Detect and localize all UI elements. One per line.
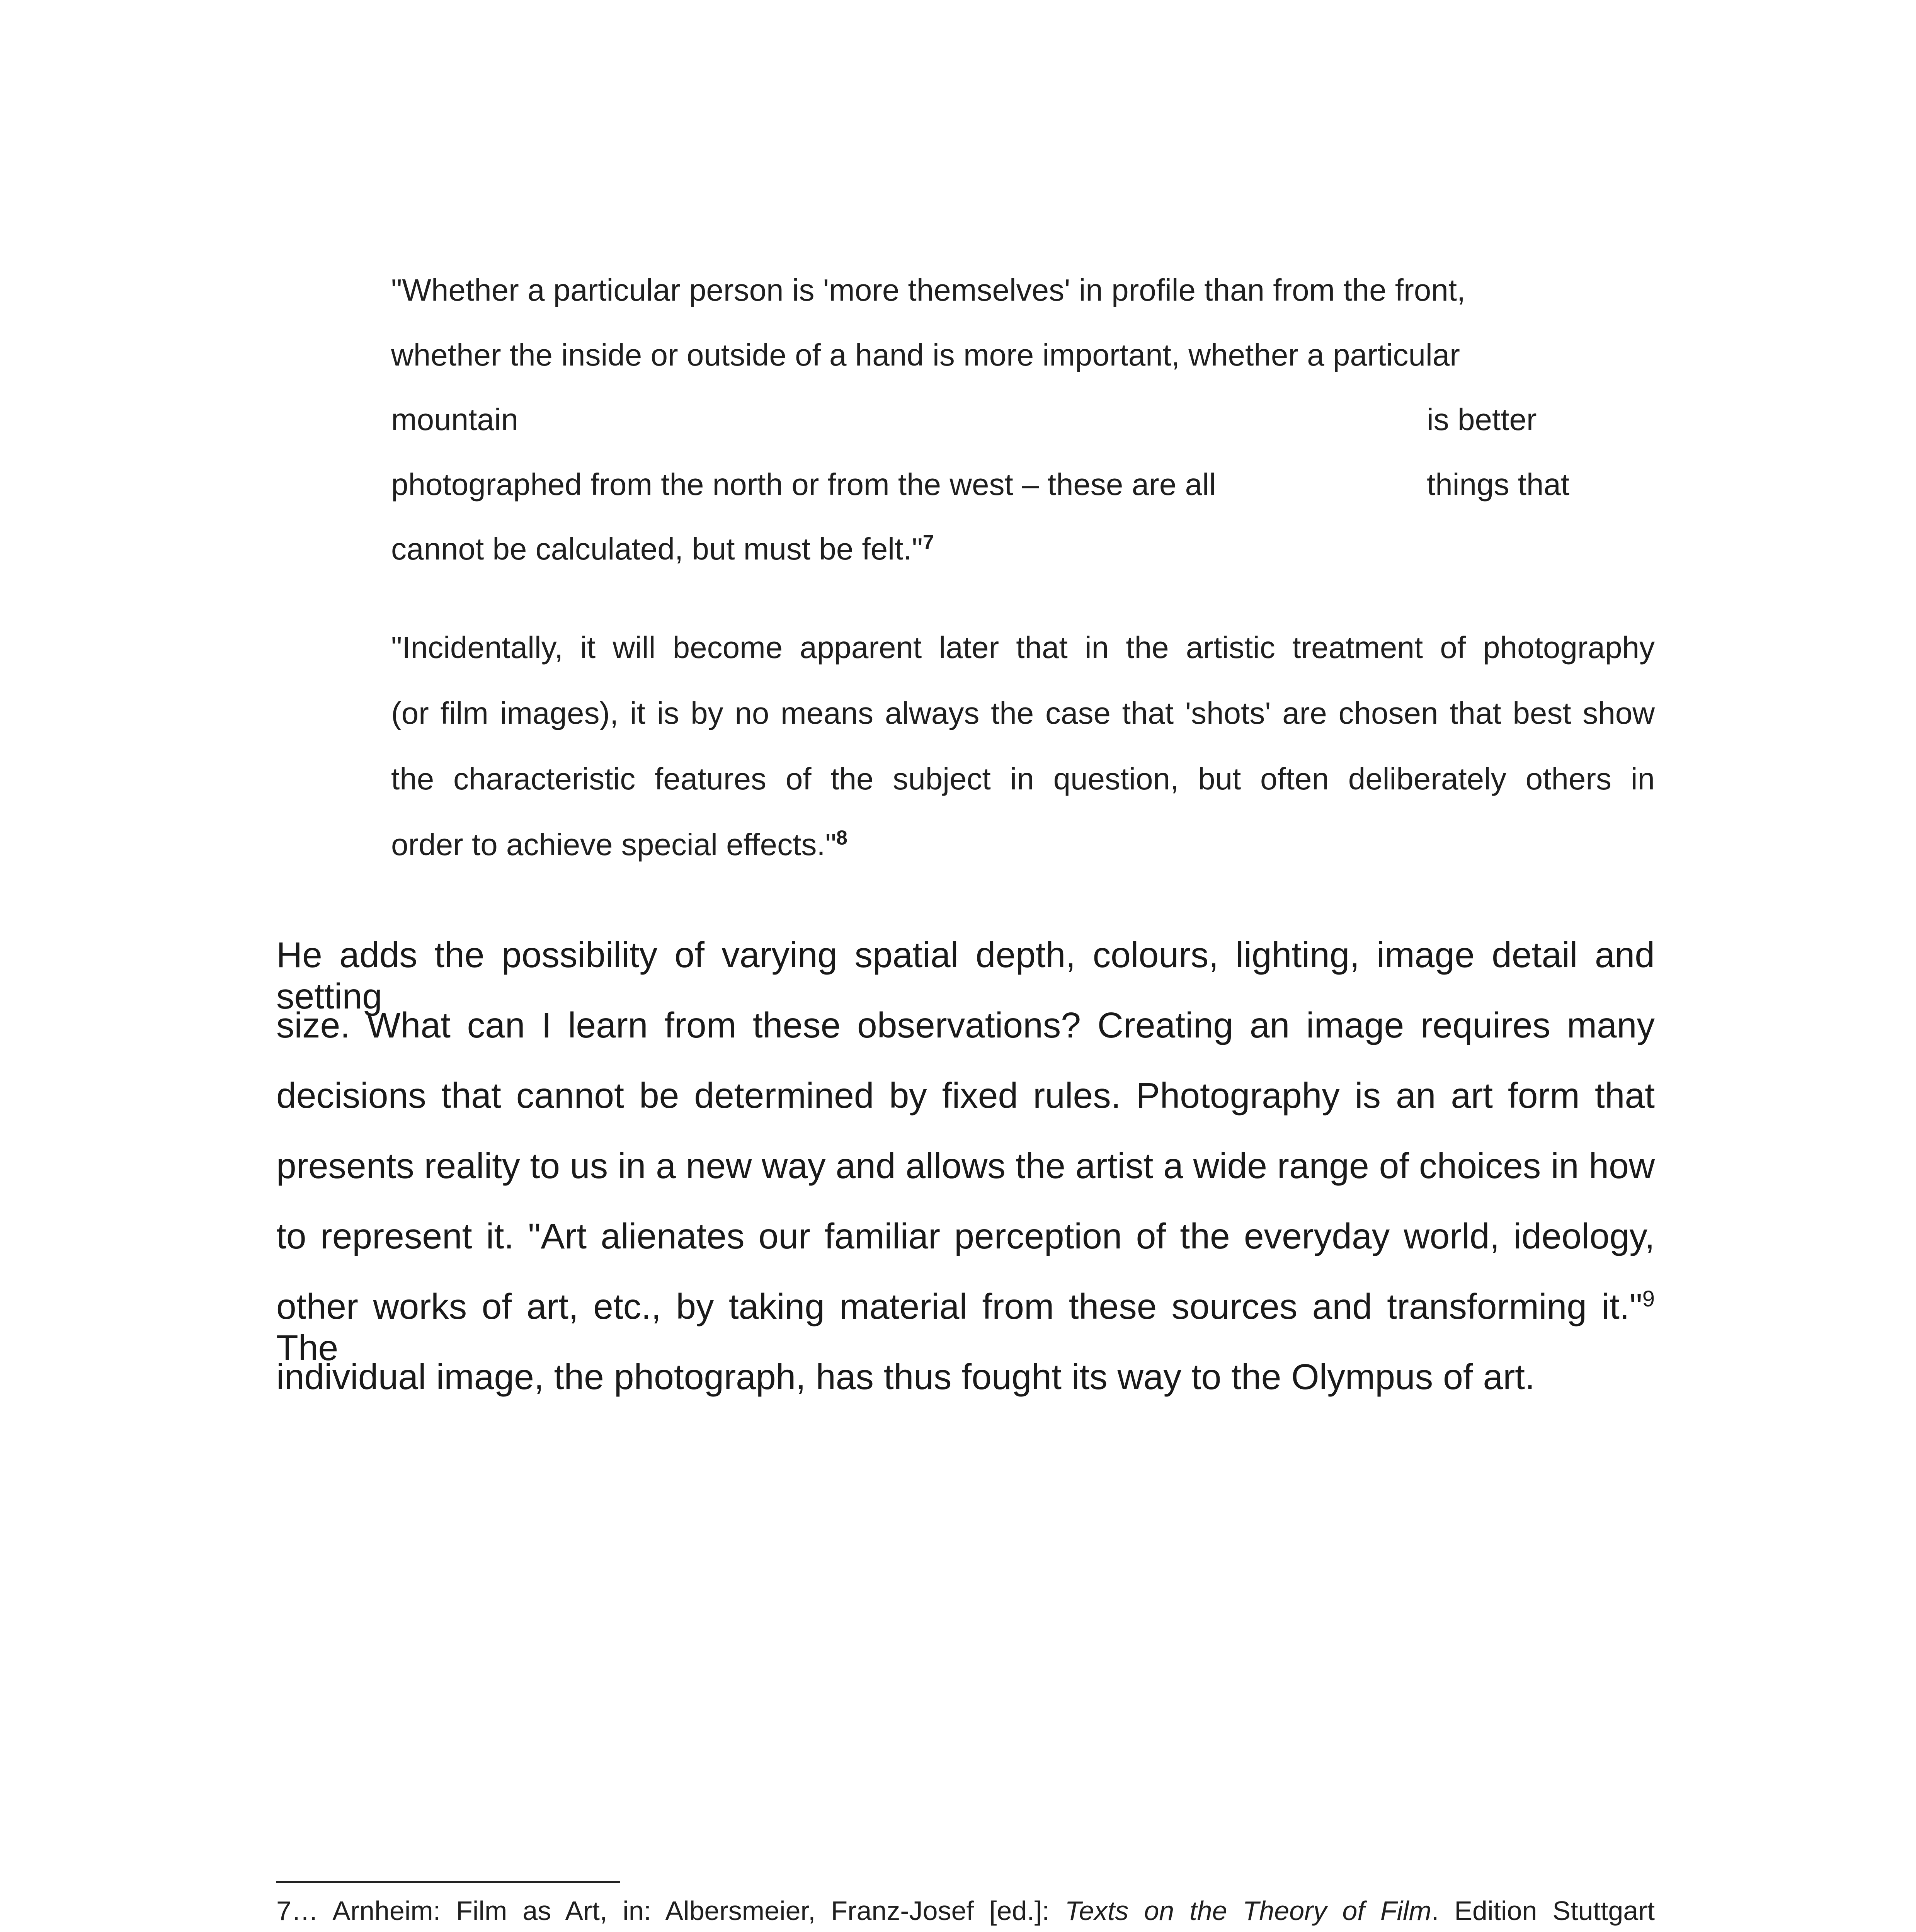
quote-line: "Whether a particular person is 'more themselves' in profile than from the front,: [391, 273, 1466, 307]
footnote-title: Texts on the Theory of Film: [1065, 1896, 1431, 1926]
footnote-ref-9[interactable]: 9: [1642, 1286, 1655, 1311]
body-line: presents reality to us in a new way and allows the artist a wide range of choices in how: [276, 1146, 1655, 1186]
footnote-line: [276, 1895, 1655, 1926]
quote-line: whether the inside or outside of a hand is more important, whether a particular: [391, 338, 1460, 372]
body-line: individual image, the photograph, has thus fought its way to the Olympus of art.: [276, 1357, 1535, 1397]
quote-line: is better: [1427, 402, 1537, 437]
body-text: The: [276, 1328, 339, 1368]
body-line: decisions that cannot be determined by fixed rules. Photography is an art form that: [276, 1075, 1655, 1116]
quote-line: mountain: [391, 402, 519, 437]
footnote-text: . Edition Stuttgart: [1431, 1896, 1655, 1926]
quote-line: things that: [1427, 467, 1570, 502]
footnote-ref-8[interactable]: 8: [836, 827, 847, 849]
quote-line: the characteristic features of the subject in question, but often deliberately others in: [391, 762, 1655, 796]
quote-text: cannot be calculated, but must be felt.": [391, 532, 923, 566]
body-line: size. What can I learn from these observations? Creating an image requires many: [276, 1005, 1655, 1045]
quote-line: "Incidentally, it will become apparent later that in the artistic treatment of photography: [391, 630, 1655, 665]
footnote-ref-7[interactable]: 7: [922, 531, 934, 554]
quote-line: (or film images), it is by no means always the case that 'shots' are chosen that best show: [391, 696, 1655, 730]
quote-line: [391, 531, 934, 567]
footnote-text: 7… Arnheim: Film as Art, in: Albersmeier, Franz-Josef [ed.]:: [276, 1896, 1065, 1926]
footnote-separator: [276, 1881, 620, 1883]
body-text: other works of art, etc., by taking material from these sources and transforming it.": [276, 1286, 1642, 1327]
quote-text: order to achieve special effects.": [391, 827, 836, 862]
body-line: to represent it. "Art alienates our familiar perception of the everyday world, ideology,: [276, 1216, 1655, 1256]
quote-line: photographed from the north or from the west – these are all: [391, 467, 1216, 502]
body-line: He adds the possibility of varying spatial depth, colours, lighting, image detail and setting: [276, 935, 1655, 1016]
quote-line: [391, 827, 847, 862]
